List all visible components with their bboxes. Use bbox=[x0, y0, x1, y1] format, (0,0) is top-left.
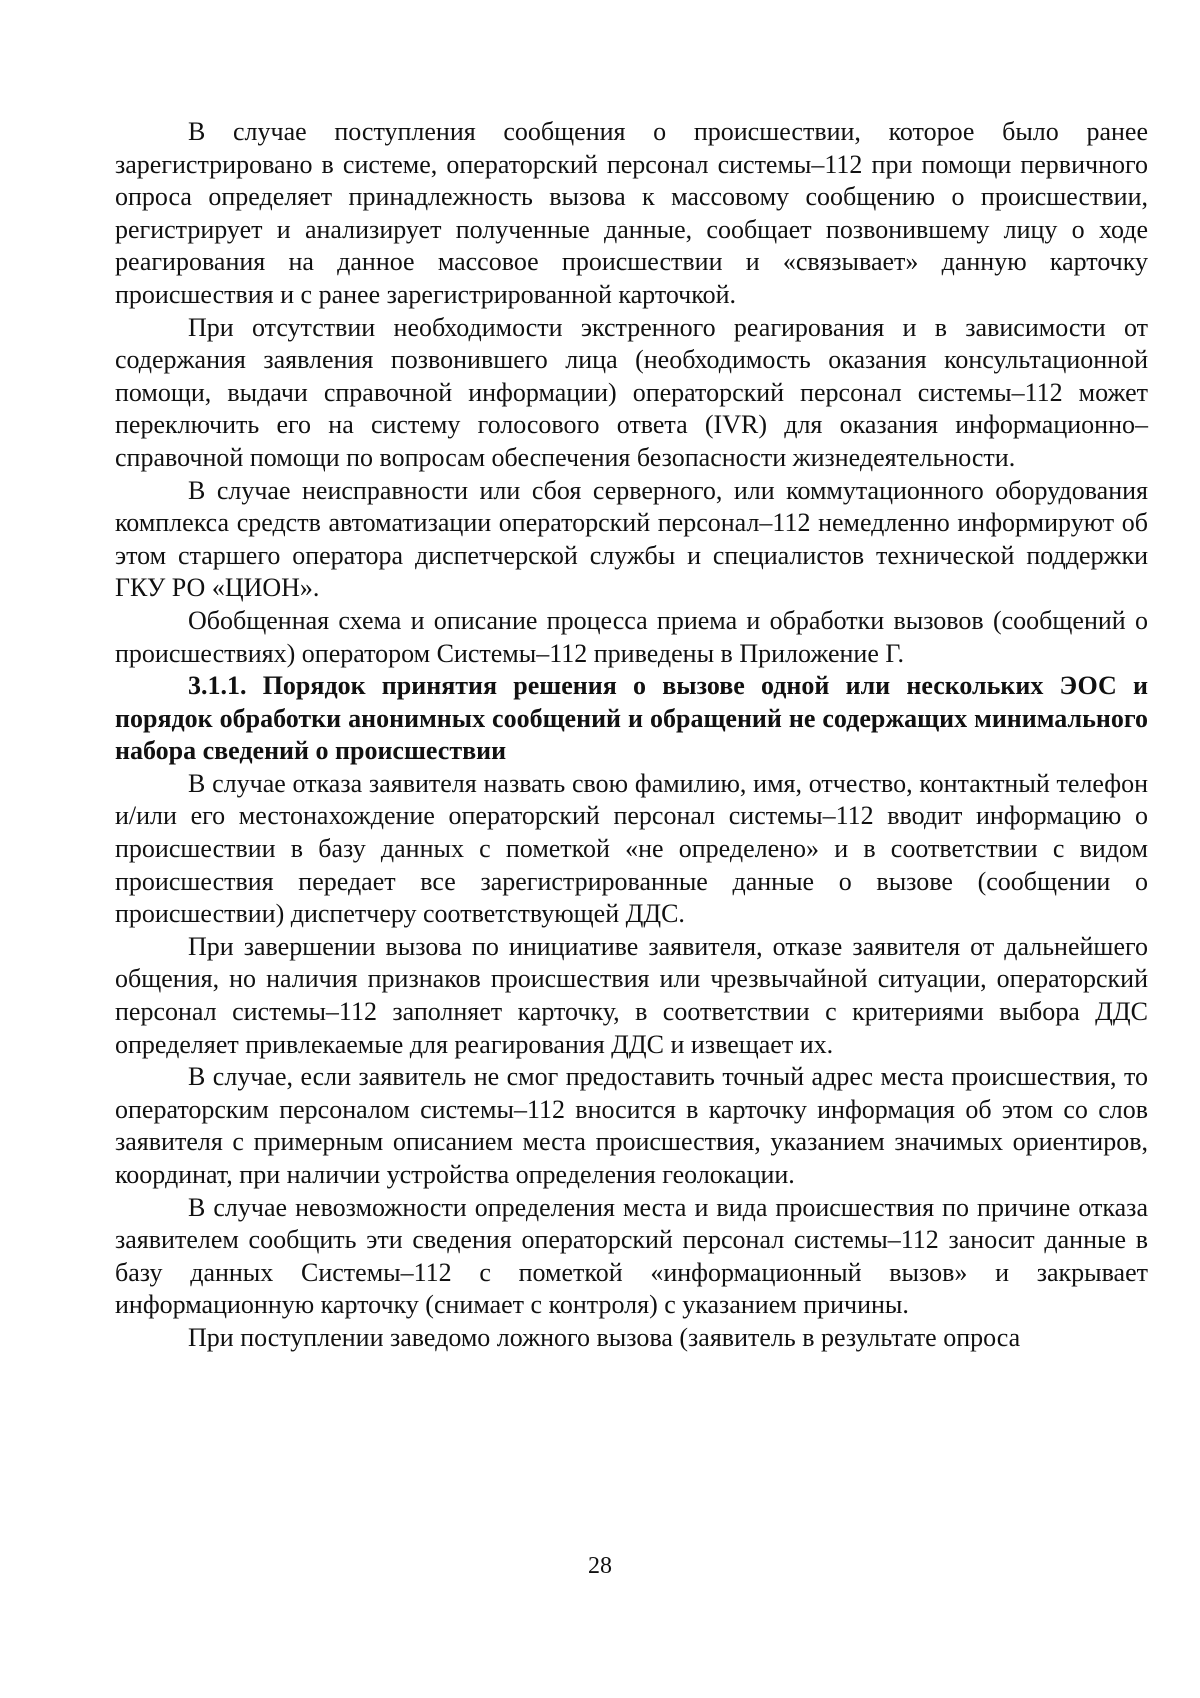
paragraph-process-scheme: Обобщенная схема и описание процесса приема и обработки вызовов (сообщений о происшествиях) оператором Системы–112 приведены в Приложение Г. bbox=[115, 605, 1148, 668]
paragraph-false-call: При поступлении заведомо ложного вызова (заявитель в результате опроса bbox=[188, 1322, 1021, 1352]
paragraph-mass-incident: В случае поступления сообщения о происшествии, которое было ранее зарегистрировано в системе, операторский персонал системы–112 при помощи первичного опроса определяет принадлежность вызова к массовому сообщению о происшествии, регистрирует и анализирует полученные данные, сообщает позвонившему лицу о ходе реагирования на данное массовое происшествии и «связывает» данную карточку происшествия и с ранее зарегистрированной карточкой. bbox=[115, 117, 1148, 309]
paragraph-ivr-redirect: При отсутствии необходимости экстренного реагирования и в зависимости от содержания заявления позвонившего лица (необходимость оказания консультационной помощи, выдачи справочной информации) операторский персонал системы–112 может переключить его на систему голосового ответа (IVR) для оказания информационно–справочной помощи по вопросам обеспечения безопасности жизнедеятельности. bbox=[115, 312, 1148, 472]
section-heading-3-1-1: 3.1.1. Порядок принятия решения о вызове одной или нескольких ЭОС и порядок обработки анонимных сообщений и обращений не содержащих минимального набора сведений о происшествии bbox=[115, 671, 1148, 766]
paragraph-unknown-address: В случае, если заявитель не смог предоставить точный адрес места происшествия, то операторским персоналом системы–112 вносится в карточку информация об этом со слов заявителя с примерным описанием места происшествия, указанием значимых ориентиров, координат, при наличии устройства определения геолокации. bbox=[115, 1062, 1148, 1189]
paragraph-call-termination: При завершении вызова по инициативе заявителя, отказе заявителя от дальнейшего общения, но наличия признаков происшествия или чрезвычайной ситуации, операторский персонал системы–112 заполняет карточку, в соответствии с критериями выбора ДДС определяет привлекаемые для реагирования ДДС и извещает их. bbox=[115, 931, 1148, 1059]
page-number: 28 bbox=[588, 1553, 612, 1579]
paragraph-information-call: В случае невозможности определения места и вида происшествия по причине отказа заявителем сообщить эти сведения операторский персонал системы–112 заносит данные в базу данных Системы–112 с пометкой «информационный вызов» и закрывает информационную карточку (снимает с контроля) с указанием причины. bbox=[115, 1192, 1148, 1320]
paragraph-anonymous-caller: В случае отказа заявителя назвать свою фамилию, имя, отчество, контактный телефон и/или его местонахождение операторский персонал системы–112 вводит информацию о происшествии в базу данных с пометкой «не определено» и в соответствии с видом происшествия передает все зарегистрированные данные о вызове (сообщении о происшествии) диспетчеру соответствующей ДДС. bbox=[115, 768, 1148, 929]
paragraph-equipment-failure: В случае неисправности или сбоя серверного, или коммутационного оборудования комплекса средств автоматизации операторский персонал–112 немедленно информируют об этом старшего оператора диспетчерской службы и специалистов технической поддержки ГКУ РО «ЦИОН». bbox=[115, 475, 1148, 603]
document-page bbox=[115, 116, 1148, 1355]
